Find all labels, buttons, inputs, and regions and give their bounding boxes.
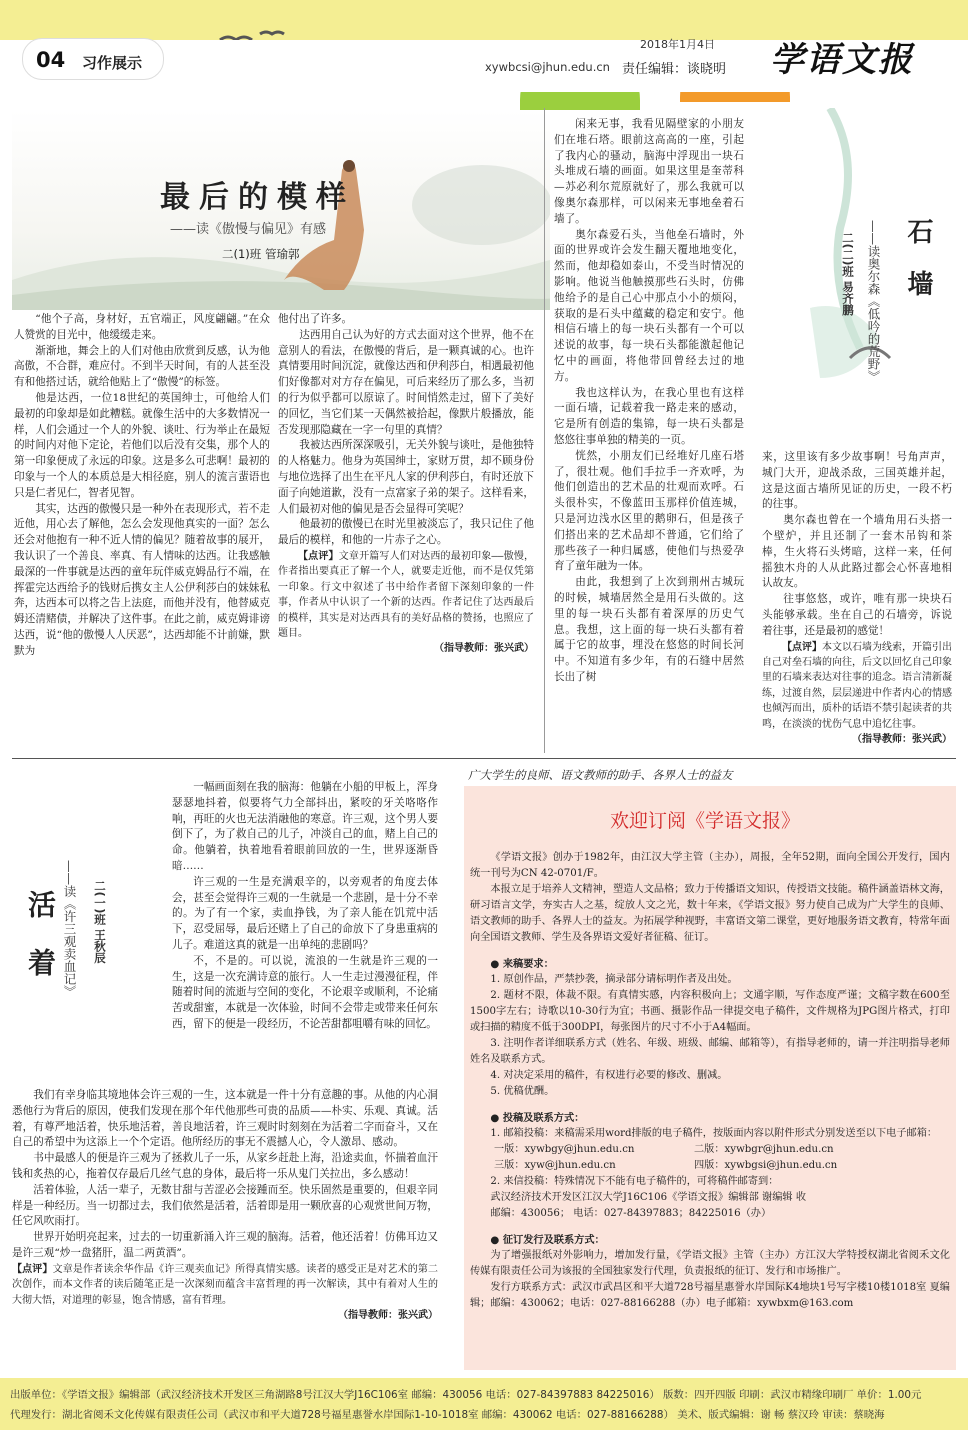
- intro-paragraph: 《学语文报》创办于1982年，由江汉大学主管（主办），周报，全年52期，面向全国公开发行，国内统一刊号为CN 42-0701/F。: [470, 852, 950, 879]
- article2-title: 石墙: [903, 218, 933, 322]
- article2-column-2: [762, 450, 952, 748]
- paragraph: 世界开始明亮起来，过去的一切重新涌入许三观的脑海。活着，他还活着！仿佛耳边又是许三观“炒一盘猪肝，温二两黄酒”。: [12, 1231, 438, 1259]
- issue-date: 2018年1月4日: [640, 38, 715, 51]
- article1-column-1: [14, 312, 270, 660]
- footer-publisher: 出版单位：《学语文报》编辑部（武汉经济技术开发区三角湖路8号江汉大学J16C106室 邮编：430056 电话：027-84397883 84225016） 版数：四开四版 印刷：武汉市精缘印刷厂 单价：1.00元: [10, 1389, 922, 1401]
- distribution-text: 为了增强报纸对外影响力，增加发行量，《学语文报》主管（主办）方江汉大学特授权湖北省阅禾文化传媒有限责任公司为该报的全国独家发行代理，负责报纸的征订、发行和市场推广。: [470, 1250, 950, 1277]
- header-email: xywbcsi@jhun.edu.cn: [485, 60, 610, 74]
- article1-column-2: [278, 312, 534, 657]
- article3-subtitle: ——读《许三观卖血记》: [62, 860, 77, 998]
- paragraph: 他付出了许多。: [278, 313, 353, 325]
- mailing-address: 武汉经济技术开发区江汉大学J16C106《学语文报》编辑部 谢编辑 收: [490, 1192, 807, 1203]
- article2-comment: [762, 640, 952, 732]
- subscribe-title: 欢迎订阅《学语文报》: [610, 810, 801, 832]
- contact-line: 2. 来信投稿：特殊情况下不能有电子稿件的，可将稿件邮寄到：: [490, 1176, 779, 1187]
- paragraph: 我们有幸身临其境地体会许三观的一生，这本就是一件十分有意趣的事。从他的内心洞悉他行为背后的原因，使我们发现在那个年代他那些可贵的品质——朴实、乐观、真诚。活着，有尊严地活着，快乐地活着，善良地活着，许三观时时刻刻在为活着二字而奋斗，又在自己的希望中为这添上一个个定语。他所经历的事无不震撼人心，令人激昂、感动。: [12, 1089, 438, 1149]
- comment-label: 【点评】: [298, 550, 339, 562]
- article3-author: 二(一)班 王秋辰: [93, 880, 107, 964]
- requirement-item: 4. 对决定采用的稿件，有权进行必要的修改、删减。: [490, 1070, 728, 1081]
- article1-comment: [278, 549, 534, 641]
- paragraph: “他个子高，身材好，五官端正，风度翩翩。”在众人赞赏的目光中，他缓缓走来。: [14, 313, 270, 341]
- article2-author: 二(二)班 易齐鹏: [841, 232, 855, 316]
- paragraph: 其实，达西的傲慢只是一种外在表现形式，若不走近他，用心去了解他，怎么会发现他真实的一面？怎么还会对他抱有一种不近人情的偏见？随着故事的展开，我认识了一个善良、率真、有人情味的达西。让我感触最深的一件事就是达西的童年玩伴威克姆品行不端，在挥霍完达西给予的钱财后携女主人公伊利莎白的妹妹私奔，达西本可以将之告上法庭，而他并没有，他替威克姆还清赌债，并解决了这件事。在此之前，威克姆诽谤达西，说“他的傲慢人人厌恶”，达西却能不计前嫌，默默为: [14, 502, 270, 657]
- paragraph: 我被达西所深深吸引，无关外貌与谈吐，是他独特的人格魅力。他身为英国绅士，家财万贯，却不顾身份与地位选择了出生在平凡人家的伊利莎白，有时还放下面子向她道歉，没有一点富家子弟的架子。这样看来，人们最初对他的偏见是否会显得可笑呢？: [278, 439, 534, 515]
- article3-comment: [12, 1262, 438, 1308]
- article2-teacher: （指导教师：张兴武）: [852, 734, 952, 745]
- contact-heading: ● 投稿及联系方式：: [490, 1112, 585, 1124]
- requirements-heading: ● 来稿要求：: [490, 958, 554, 970]
- paragraph: 许三观的一生是充满艰辛的，以旁观者的角度去体会，甚至会觉得许三观的一生就是一个悲剧，是十分不幸的。为了有一个家，卖血挣钱，为了亲人能在饥荒中活下，忍受屈辱，最后还赌上了自己的命放下了身患重病的儿子。难道这真的就是一出单纯的悲剧吗？: [172, 875, 438, 951]
- distribution-heading: ● 征订发行及联系方式：: [490, 1234, 605, 1246]
- paragraph: 我也这样认为，在我心里也有这样一面石墙，记载着我一路走来的感动，它是所有创造的集锦，每一块石头都是悠悠往事单独的精美的一页。: [554, 386, 744, 446]
- email-list: [470, 1142, 950, 1174]
- paragraph: 往事悠悠，或许，唯有那一块块石头能够承载。坐在自己的石墙旁，诉说着往事，还是最初的感觉！: [762, 593, 952, 637]
- paragraph: 他是达西，一位18世纪的英国绅士，可他给人们最初的印象却是如此糟糕。就像生活中的大多数情况一样，人们会通过一个人的外貌、谈吐、行为举止在最短的时间内对他下定论，若他们以后没有交集，那个人的第一印象便成了永远的印象。这是多么可悲啊！最初的印象与一个人的本质总是大相径庭，别人的流言蜚语也只是仁者见仁，智者见智。: [14, 391, 270, 499]
- comment-label: 【点评】: [12, 1263, 53, 1275]
- contact-line: 1. 邮箱投稿：来稿需采用word排版的电子稿件，按版面内容以附件形式分别发送至以下电子邮箱：: [490, 1128, 938, 1139]
- paragraph: 他最初的傲慢已在时光里被淡忘了，我只记住了他最后的模样，和他的一片赤子之心。: [278, 518, 534, 547]
- subscribe-body: [470, 850, 950, 1312]
- intro-paragraph: 本报立足于培养人文精神，塑造人文品格；致力于传播语文知识，传授语文技能。稿件涵盖语林文海，研习语言文学，夯实古人之基，绽放人文之光，数十年来，《学语文报》努力使自己成为广大学生的良师、语文教师的助手、各界人士的益友。为拓展学种视野，丰富语文第二课堂，更好地服务语文教育，特常年面向全国语文教师、学生及各界语文爱好者征稿、征订。: [470, 884, 950, 943]
- footer-distributor: 代理发行：湖北省阅禾文化传媒有限责任公司（武汉市和平大道728号福星惠誉水岸国际1-10-1018室 邮编：430062 电话：027-88166288） 美术、版式编辑：谢 畅 蔡汉玲 审读：蔡晓海: [10, 1409, 885, 1421]
- email-item[interactable]: 四版：xywbgsi@jhun.edu.cn: [694, 1160, 838, 1171]
- paragraph: 来，这里该有多少故事啊！号角声声，城门大开，迎战杀敌，三国英雄并起，这是这面古墙所见证的历史，一段不朽的往事。: [762, 451, 952, 511]
- email-item[interactable]: 三版：xyw@jhun.edu.cn: [494, 1160, 616, 1171]
- section-title: 习作展示: [82, 54, 143, 72]
- email-item[interactable]: 一版：xywbgy@jhun.edu.cn: [494, 1144, 635, 1155]
- article3-upper: [172, 780, 438, 1033]
- editor-name: 责任编辑：谈晓明: [622, 62, 727, 77]
- paragraph: 书中最感人的便是许三观为了拯救儿子一乐，从家乡赶赴上海，沿途卖血，怀揣着血汗钱和炙热的心，拖着仅存最后几丝气息的身体，最后将一乐从鬼门关拉出，多么感动！: [12, 1152, 438, 1180]
- page-footer: [0, 1378, 968, 1430]
- article1-author: 二(1)班 管瑜郭: [222, 247, 300, 261]
- article3-lower: [12, 1088, 438, 1324]
- paragraph: 达西用自己认为好的方式去面对这个世界，他不在意别人的看法，在傲慢的背后，是一颗真诚的心。也许真情要用时间沉淀，就像达西和伊利莎白，相遇最初他们好像都对对方存在偏见，可后来经历了那么多，当初的行为似乎都可以原谅了。时间悄然走过，留下了美好的回忆，当它们某一天偶然被拾起，像默片般播放，能否发现那隐藏在一字一句里的真情？: [278, 328, 534, 436]
- paragraph: 闲来无事，我看见隔壁家的小朋友们在堆石塔。眼前这高高的一座，引起了我内心的骚动，脑海中浮现出一块石头堆成石墙的画面。如果这里是奎蒂科—苏必利尔荒原就好了，那么我就可以像奥尔森那样，可以闲来无事地垒着石墙了。: [554, 118, 744, 225]
- paragraph: 一幅画面刻在我的脑海：他躺在小船的甲板上，浑身瑟瑟地抖着，似要将气力全部抖出，紧咬的牙关咯咯作响，再旺的火也无法消融他的寒意。许三观，这个男人要倒下了，为了救自己的儿子，冲淡自己的血，赌上自己的命。他躺着，执着地看着眼前回放的一生，世界逐渐昏暗……: [172, 781, 438, 872]
- slogan: 广大学生的良师、语文教师的助手、各界人士的益友: [468, 768, 733, 782]
- paragraph: 由此，我想到了上次到荆州古城玩的时候，城墙居然全是用石头做的。这里的每一块石头都有着深厚的历史气息。我想，这上面的每一块石头都有着属于它的故事，埋没在悠悠的时间长河中。不知道有多少年，有的石缝中居然长出了树: [554, 576, 744, 683]
- article2-subtitle: ——读奥尔森《低吟的荒野》: [866, 220, 881, 383]
- paragraph: 恍然，小朋友们已经堆好几座石塔了，很壮观。他们手拉手一齐欢呼，为他们创造出的艺术品的壮观而欢呼。石头很朴实，不像蓝田玉那样价值连城，只是河边浅水区里的鹅卵石，但是孩子们搭出来的艺术品却不普通，它们给了那些孩子一种归属感，使他们与热爱孕育了童年融为一体。: [554, 449, 744, 573]
- distribution-contact: 发行方联系方式：武汉市武昌区和平大道728号福星惠誉水岸国际K4地块1号写字楼10楼1018室 夏编辑；邮编：430062；电话：027-88166288（办）电子邮箱：xywbxm@163.com: [470, 1282, 950, 1309]
- column-divider: [544, 108, 545, 753]
- article1-subtitle: ——读《傲慢与偏见》有感: [170, 222, 327, 237]
- comment-text: 文章开篇写人们对达西的最初印象——傲慢，作者指出要真正了解一个人，就要走近他，而不是仅凭第一印象。行文中叙述了书中给作者留下深刻印象的一件事，作者从中认识了一个新的达西。作者记住了达西最后的模样，其实是对达西具有的美好品格的赞扬，也照应了题目。: [278, 550, 534, 639]
- paragraph: 渐渐地，舞会上的人们对他由欣赏到反感，认为他高傲，不合群，难应付。不到半天时间，有的人甚至没有和他搭过话，就给他贴上了“傲慢”的标签。: [14, 344, 270, 389]
- article2-column-1: [554, 117, 744, 686]
- comment-text: 本文以石墙为线索，开篇引出自己对垒石墙的向往，后文以回忆自己印象里的石墙来表达对往事的追念。语言清新凝练，过渡自然，层层递进中作者内心的情感也倾泻而出，质朴的话语不禁引起读者的共鸣，在淡淡的忧伤气息中追忆往事。: [762, 641, 952, 730]
- page-header: [0, 0, 968, 92]
- paragraph: 不，不是的。可以说，流浪的一生就是许三观的一生，这是一次充满诗意的旅行。人一生走过漫漫征程，伴随着时间的流逝与空间的变化，不论艰辛或顺利，不论痛苦或甜蜜，本就是一次体验，时间不会带走或带来任何东西，留下的便是一段经历，不论苦甜都咀嚼有味的回忆。: [172, 954, 438, 1030]
- article1-title: 最后的模样: [160, 180, 355, 215]
- requirement-item: 2. 题材不限，体裁不限。有真情实感，内容积极向上；文通字顺，写作态度严谨；文稿字数在600至1500字左右；诗歌以10-30行为宜；书画、摄影作品一律提交电子稿件，文件规格为JPG图片格式，打印或扫描的精度不低于300DPI，每张图片的尺寸不小于A4幅面。: [470, 990, 950, 1033]
- article1-teacher: （指导教师：张兴武）: [434, 643, 534, 655]
- article3-title: 活着: [24, 890, 57, 1006]
- postcode-phone: 邮编：430056； 电话：027-84397883；84225016（办）: [490, 1208, 772, 1219]
- comment-label: 【点评】: [782, 641, 822, 653]
- paragraph: 奥尔森也曾在一个墙角用石头搭一个壁炉，并且还制了一套木吊钩和茶棒，生火将石头烤暗，这样一来，任何摇独木舟的人从此路过都会心怀喜地相认故友。: [762, 514, 952, 590]
- requirement-item: 3. 注明作者详细联系方式（姓名、年级、班级、邮编、邮箱等），有指导老师的，请一并注明指导老师姓名及联系方式。: [470, 1038, 950, 1065]
- page-number: 04: [36, 48, 66, 72]
- newspaper-logo: 学语文报: [770, 40, 914, 80]
- section-divider: [12, 758, 956, 759]
- article3-teacher: （指导教师：张兴武）: [338, 1309, 438, 1321]
- requirement-item: 1. 原创作品，严禁抄袭，摘录部分请标明作者及出处。: [490, 974, 738, 985]
- requirement-item: 5. 优稿优酬。: [490, 1086, 555, 1097]
- email-item[interactable]: 二版：xywbgr@jhun.edu.cn: [694, 1144, 834, 1155]
- comment-text: 文章是作者读余华作品《许三观卖血记》所得真情实感。读者的感受正是对艺术的第二次创作，而本文作者的读后随笔正是一次深刻而蕴含丰富哲理的再一次解读，其中有着对人生的大彻大悟，对道理的彰显，饱含情感，富有哲理。: [12, 1263, 439, 1306]
- paragraph: 奥尔森爱石头，当他垒石墙时，外面的世界或许会发生翻天覆地地变化，然而，他却稳如泰山，不受当时情况的影响。他说当他触摸那些石头时，仿佛他给予的是自己心中那点小小的烦闷，获取的是石头中蕴藏的稳定和安宁。他相信石墙上的每一块石头都有一个可以述说的故事，每一块石头都能激起他记忆中的画面，将他带回曾经去过的地方。: [554, 228, 744, 383]
- paragraph: 活着体验，人活一辈子，无数甘甜与苦涩必会接踵而至。快乐固然是重要的，但艰辛同样是一种经历。当一切都过去，我们依然是活着，活着即是用一颗欣喜的心观赏世间万物，任它风吹雨打。: [12, 1183, 438, 1228]
